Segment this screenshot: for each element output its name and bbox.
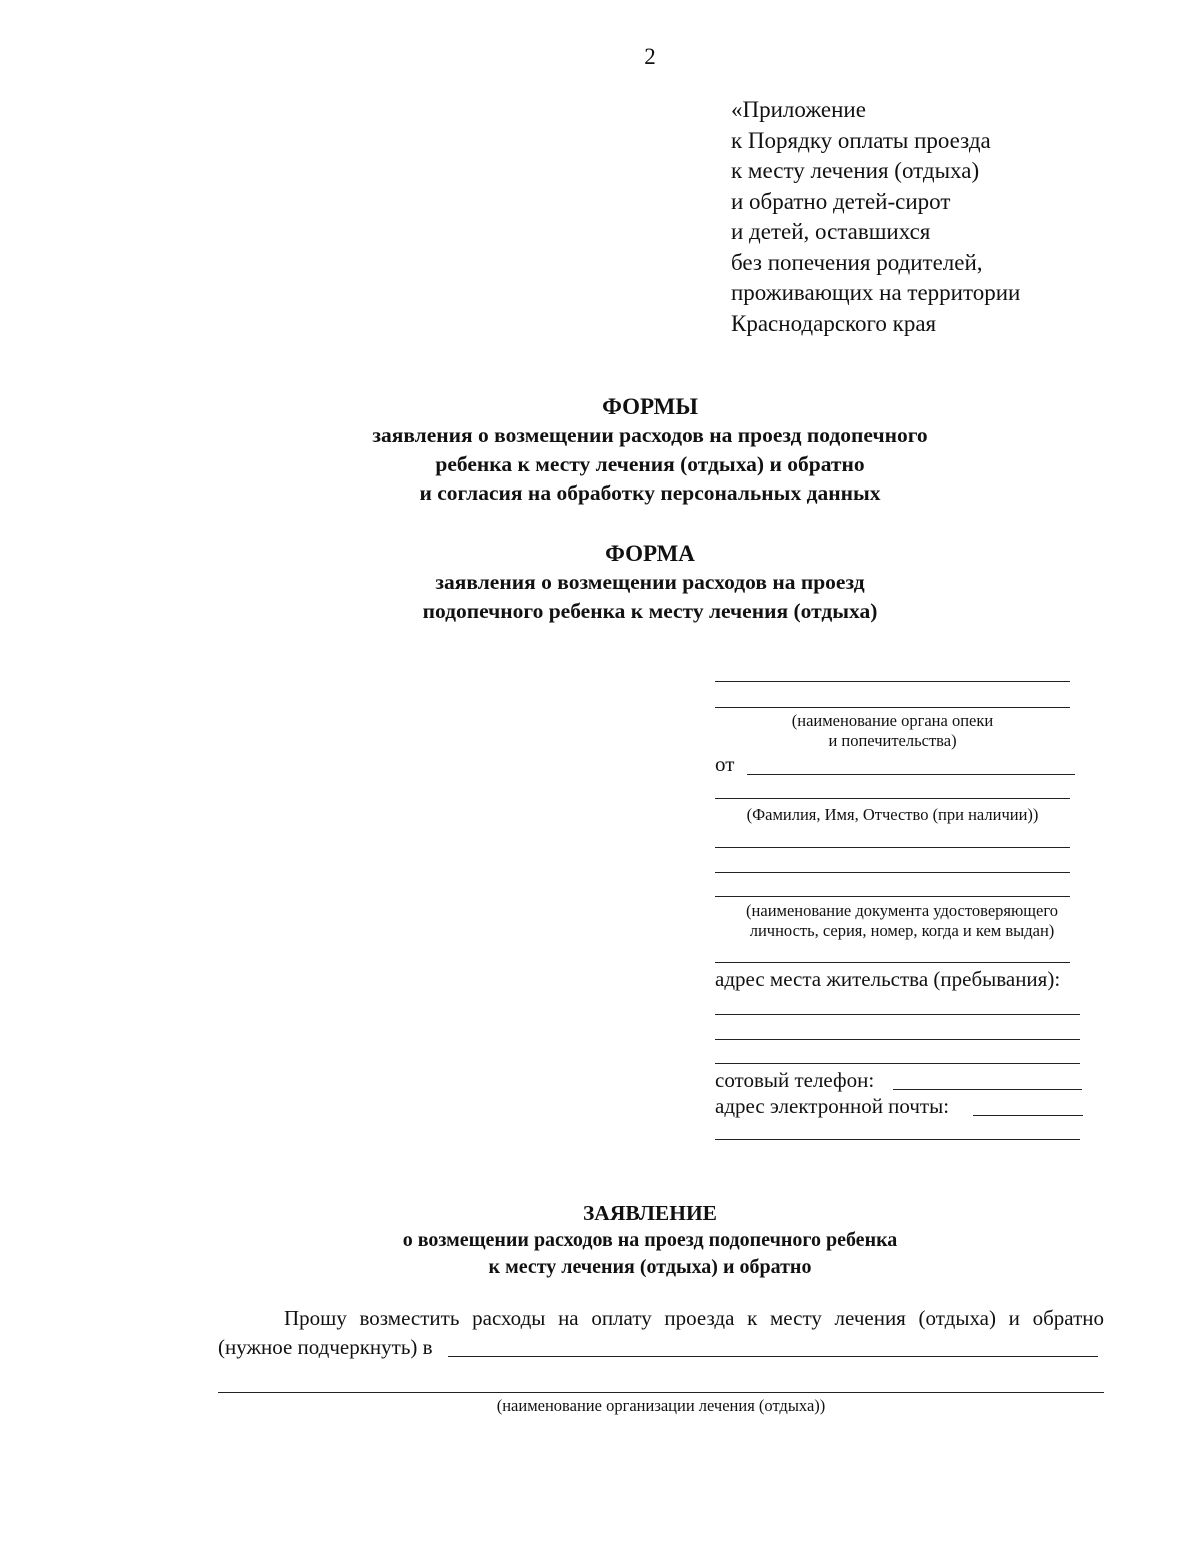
statement-body-line: Прошу возместить расходы на оплату проезда к месту лечения (отдыха) и обратно <box>284 1306 1104 1330</box>
appendix-line: проживающих на территории <box>731 280 1021 305</box>
email-line-2[interactable] <box>715 1139 1080 1140</box>
phone-line[interactable] <box>893 1089 1082 1090</box>
address-line-1[interactable] <box>715 1014 1080 1015</box>
forms-subtitle-line: ребенка к месту лечения (отдыха) и обратно <box>435 452 865 476</box>
from-line[interactable] <box>747 774 1075 775</box>
appendix-header <box>731 95 1020 339</box>
appendix-line: Краснодарского края <box>731 310 937 336</box>
doc-line-2[interactable] <box>715 872 1070 873</box>
email-label: адрес электронной почты: <box>715 1094 950 1118</box>
organ-line-2[interactable] <box>715 707 1070 708</box>
organization-line-1[interactable] <box>448 1356 1098 1357</box>
form-subtitle-line: подопечного ребенка к месту лечения (отдыха) <box>422 599 878 623</box>
forms-title: ФОРМЫ <box>602 394 698 419</box>
page-number: 2 <box>644 44 656 69</box>
email-line[interactable] <box>973 1115 1083 1116</box>
from-label: от <box>715 752 735 776</box>
forms-subtitle-line: заявления о возмещении расходов на проезд подопечного <box>372 423 928 447</box>
fio-caption: (Фамилия, Имя, Отчество (при наличии)) <box>746 805 1039 824</box>
appendix-line: к Порядку оплаты проезда <box>731 127 991 153</box>
appendix-line: и обратно детей-сирот <box>731 188 951 214</box>
fio-line[interactable] <box>715 798 1070 799</box>
doc-line-4[interactable] <box>715 962 1070 963</box>
organ-caption-line: и попечительства) <box>828 731 957 750</box>
organization-caption: (наименование организации лечения (отдыха)) <box>496 1396 826 1415</box>
form-title: ФОРМА <box>605 541 695 566</box>
organ-caption <box>715 711 1070 751</box>
doc-line-3[interactable] <box>715 896 1070 897</box>
appendix-line: без попечения родителей, <box>731 249 983 275</box>
statement-subtitle-line: о возмещении расходов на проезд подопечного ребенка <box>402 1229 898 1251</box>
doc-caption <box>715 901 1089 941</box>
appendix-line: «Приложение <box>731 97 866 122</box>
doc-caption-line: личность, серия, номер, когда и кем выдан) <box>749 921 1055 940</box>
form-subtitle-line: заявления о возмещении расходов на проезд <box>435 570 865 594</box>
doc-caption-line: (наименование документа удостоверяющего <box>746 901 1058 920</box>
form-heading <box>0 539 1200 626</box>
forms-subtitle-line: и согласия на обработку персональных данных <box>419 481 881 505</box>
appendix-line: и детей, оставшихся <box>731 219 931 244</box>
address-label: адрес места жительства (пребывания): <box>715 967 1061 991</box>
address-line-2[interactable] <box>715 1039 1080 1040</box>
appendix-line: к месту лечения (отдыха) <box>731 158 980 183</box>
statement-subtitle-line: к месту лечения (отдыха) и обратно <box>488 1256 812 1278</box>
address-line-3[interactable] <box>715 1063 1080 1064</box>
statement-heading <box>0 1200 1200 1281</box>
statement-body-prefix: (нужное подчеркнуть) в <box>218 1335 433 1359</box>
organ-caption-line: (наименование органа опеки <box>791 711 994 730</box>
organ-line-1[interactable] <box>715 681 1070 682</box>
organization-line-2[interactable] <box>218 1392 1104 1393</box>
statement-title: ЗАЯВЛЕНИЕ <box>582 1201 718 1225</box>
forms-heading <box>0 392 1200 508</box>
doc-line-1[interactable] <box>715 847 1070 848</box>
phone-label: сотовый телефон: <box>715 1068 875 1092</box>
